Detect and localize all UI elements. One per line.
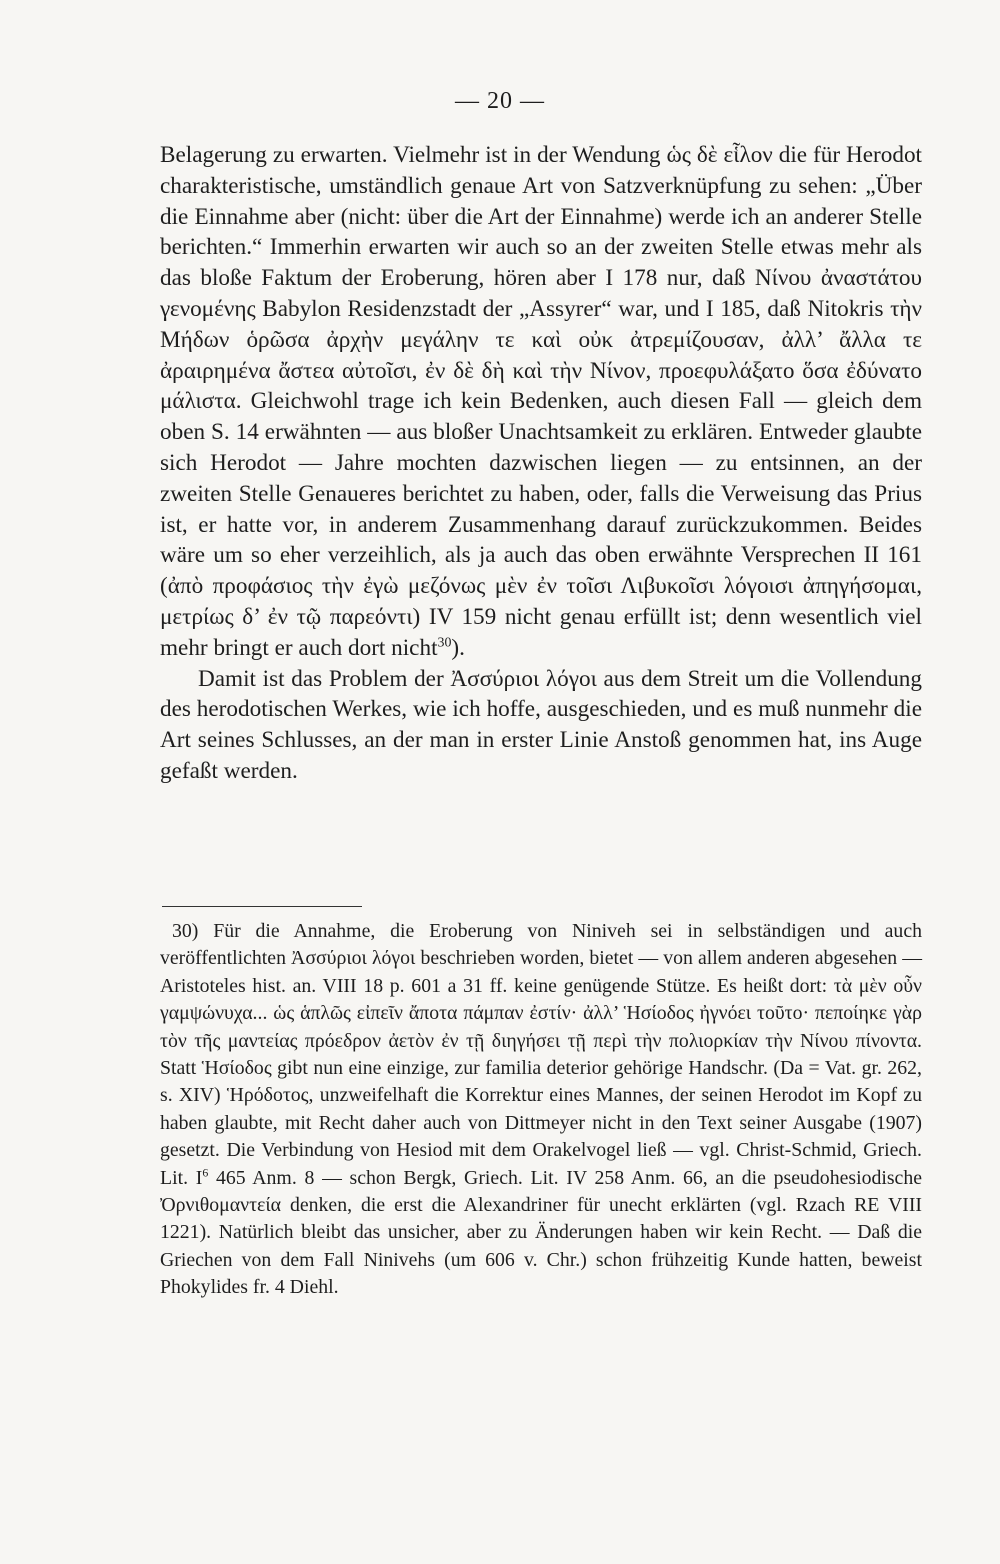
footnote-30-text: 30) Für die Annahme, die Eroberung von Niniveh sei in selbständigen und auch veröffentlichten Ἀσσύριοι λόγοι beschrieben worden, bietet — von allem anderen abgesehen — Aristoteles hist. an. VIII 18 p. 601 a 31 ff. keine genügende Stütze. Es heißt dort: τὰ μὲν οὖν γαμψώνυχα... ὡς ἁπλῶς εἰπεῖν ἄποτα πάμπαν ἐστίν· ἀλλ’ Ἡσίοδος ἠγνόει τοῦτο· πεποίηκε γὰρ τὸν τῆς μαντείας πρόεδρον ἀετὸν ἐν τῇ διηγήσει τῇ περὶ τὴν πολιορκίαν τὴν Νίνου πίνοντα. Statt Ἡσίοδος gibt nun eine einzige, zur familia deterior gehörige Handschr. (Da = Vat. gr. 262, s. XIV) Ἡρόδοτος, unzweifelhaft die Korrektur eines Mannes, der seinen Herodot im Kopf zu haben glaubte, mit Recht daher auch von Dittmeyer nicht in den Text seiner Ausgabe (1907) gesetzt. Die Verbindung von Hesiod mit dem Orakelvogel ließ — vgl. Christ-Schmid, Griech. Lit. I (160, 920, 922, 1189)
body-paragraph-1-end: ). (451, 634, 465, 661)
footnotes (160, 918, 922, 1302)
page-number: — 20 — (455, 88, 545, 114)
edition-superscript: 6 (202, 1165, 209, 1180)
main-text (160, 140, 922, 787)
body-paragraph-2: Damit ist das Problem der Ἀσσύριοι λόγοι aus dem Streit um die Vollendung des herodotischen Werkes, wie ich hoffe, ausgeschieden, und es muß nunmehr die Art seines Schlusses, an der man in erster Linie Anstoß genommen hat, ins Auge gefaßt werden. (160, 665, 922, 784)
footnote-reference-30[interactable]: 30 (437, 635, 452, 651)
body-paragraph-1-text: Belagerung zu erwarten. Vielmehr ist in der Wendung ὡς δὲ εἷλον die für Herodot charakteristische, umständlich genaue Art von Satzverknüpfung zu sehen: „Über die Einnahme aber (nicht: über die Art der Einnahme) werde ich an anderer Stelle berichten.“ Immerhin erwarten wir auch so an der zweiten Stelle etwas mehr als das bloße Faktum der Eroberung, hören aber I 178 nur, daß Νίνου ἀναστάτου γενομένης Babylon Residenzstadt der „Assyrer“ war, und I 185, daß Nitokris τὴν Μήδων ὁρῶσα ἀρχὴν μεγάλην τε καὶ οὐκ ἀτρεμίζουσαν, ἀλλ’ ἄλλα τε ἀραιρημένα ἄστεα αὐτοῖσι, ἐν δὲ δὴ καὶ τὴν Νίνον, προεφυλάξατο ὅσα ἐδύνατο μάλιστα. Gleichwohl trage ich kein Bedenken, auch diesen Fall — gleich dem oben S. 14 erwähnten — aus bloßer Unachtsamkeit zu erklären. Entweder glaubte sich Herodot — Jahre mochten dazwischen liegen — zu entsinnen, an der zweiten Stelle Genaueres berichtet zu haben, oder, falls die Verweisung das Prius ist, er hatte vor, in anderem Zusammenhang darauf zurückzukommen. Beides wäre um so eher verzeihlich, als ja auch das oben erwähnte Versprechen II 161 (ἀπὸ προφάσιος τὴν ἐγὼ μεζόνως μὲν ἐν τοῖσι Λιβυκοῖσι λόγοισι ἀπηγήσομαι, μετρίως δ’ ἐν τῷ παρεόντι) IV 159 nicht genau erfüllt ist; denn wesentlich viel mehr bringt er auch dort nicht (160, 142, 922, 661)
footnote-rule (162, 906, 362, 907)
footnote-30-rest: 465 Anm. 8 — schon Bergk, Griech. Lit. IV 258 Anm. 66, an die pseudohesiodische Ὀρνιθομαντεία denken, die erst die Alexandriner für unecht erklärten (vgl. Rzach RE VIII 1221). Natürlich bleibt das unsicher, aber zu Änderungen haben wir kein Recht. — Daß die Griechen von dem Fall Ninivehs (um 606 v. Chr.) schon frühzeitig Kunde hatten, beweist Phokylides fr. 4 Diehl. (160, 1166, 922, 1299)
footnote-30 (160, 918, 922, 1302)
body-paragraph-1 (160, 140, 922, 664)
